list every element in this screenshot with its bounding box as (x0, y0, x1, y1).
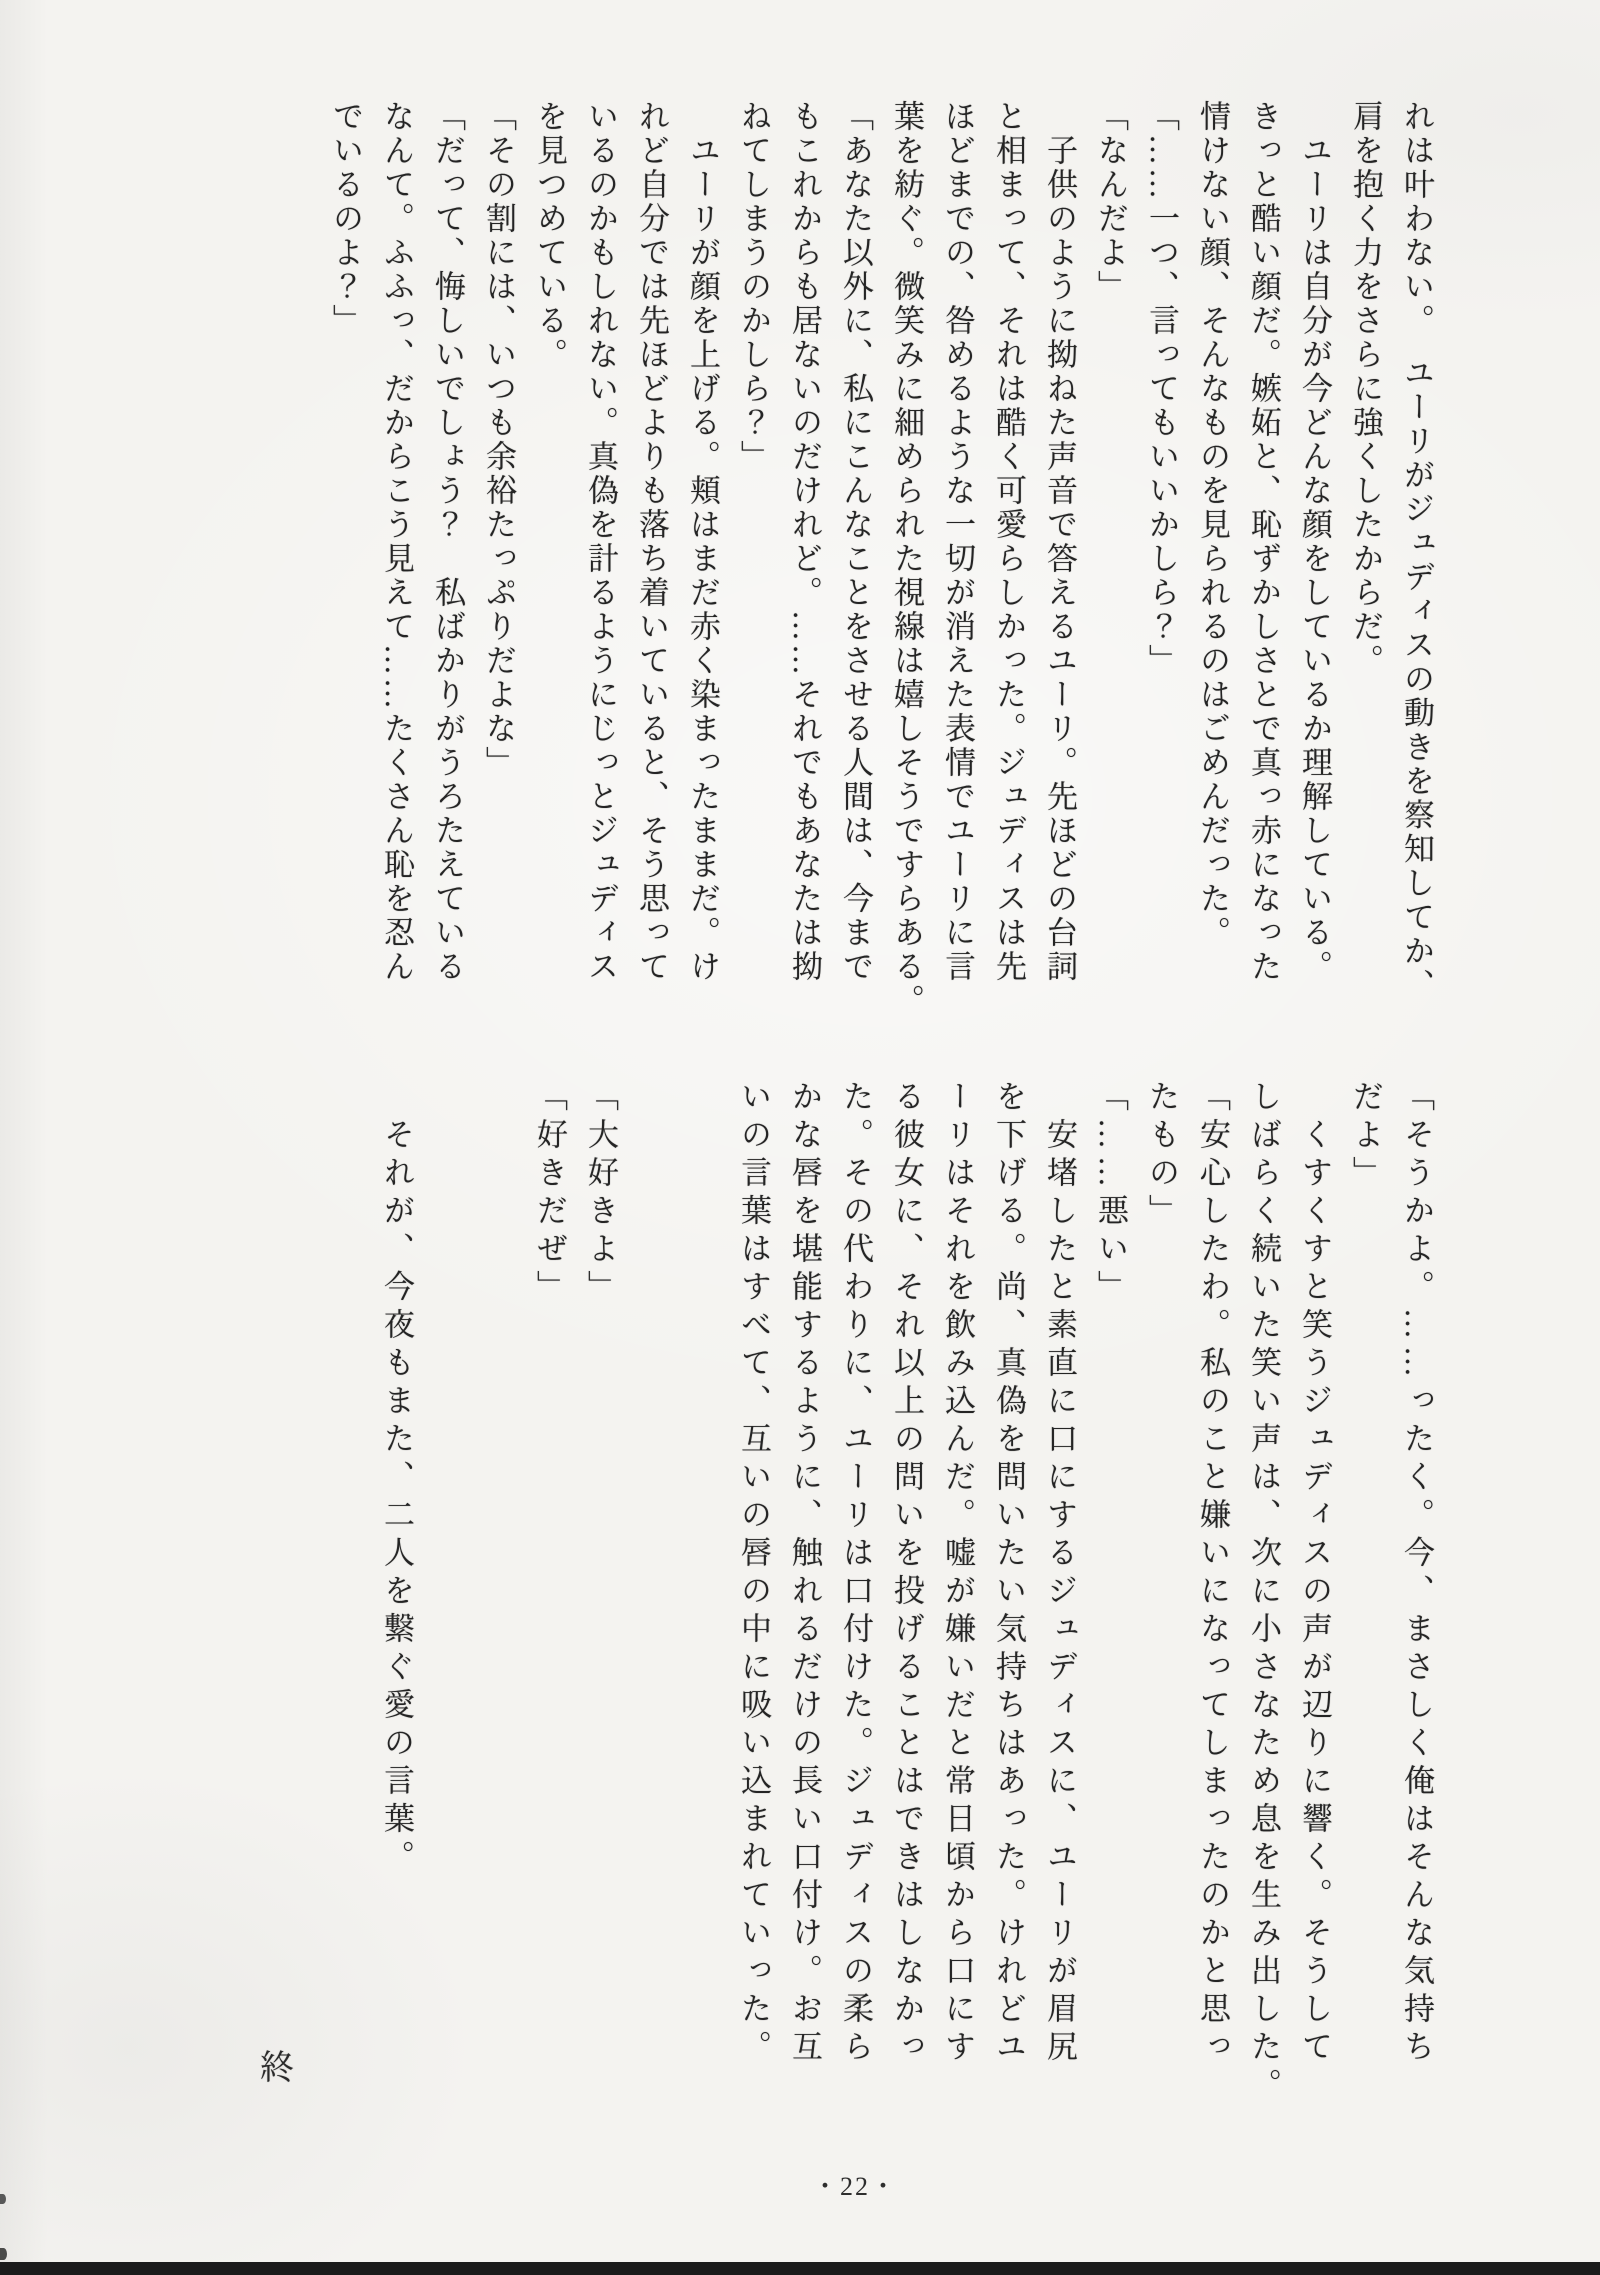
text-line: 情けない顔、そんなものを見られるのはごめんだった。 (1195, 100, 1230, 950)
text-line: ユーリが顔を上げる。頬はまだ赤く染まったままだ。け (685, 100, 720, 984)
text-line: を下げる。尚、真偽を問いたい気持ちはあった。けれどユ (991, 1080, 1026, 2068)
text-line: ーリはそれを飲み込んだ。嘘が嫌いだと常日頃から口にす (940, 1080, 975, 2068)
text-line: だよ」 (1348, 1080, 1383, 1194)
text-line: 「好きだぜ」 (532, 1080, 567, 1308)
text-line (626, 1080, 677, 2110)
text-line (677, 1080, 728, 2110)
scan-speck (0, 2194, 6, 2204)
text-line: 「……悪い」 (1093, 1080, 1128, 1308)
text-line: 「そうかよ。……ったく。今、まさしく俺はそんな気持ち (1399, 1080, 1434, 2068)
text-line: 安堵したと素直に口にするジュディスに、ユーリが眉尻 (1042, 1080, 1077, 2068)
text-line: 「だって、悔しいでしょう？ 私ばかりがうろたえている (430, 100, 465, 984)
text-line: れは叶わない。 ユーリがジュディスの動きを察知してか、 (1399, 100, 1434, 1003)
text-line: たもの」 (1144, 1080, 1179, 1232)
scan-edge-bar (0, 2262, 1600, 2275)
text-line: れど自分では先ほどよりも落ち着いていると、そう思って (634, 100, 669, 984)
page-number: ・22・ (811, 2172, 898, 2201)
text-line (422, 1080, 473, 2110)
text-line: ユーリは自分が今どんな顔をしているか理解している。 (1297, 100, 1332, 984)
text-line: 肩を抱く力をさらに強くしたからだ。 (1348, 100, 1383, 678)
text-line (473, 1080, 524, 2110)
text-line: しばらく続いた笑い声は、次に小さなため息を生み出した。 (1246, 1080, 1281, 2106)
text-line: 「大好きよ」 (583, 1080, 618, 1308)
text-line: 葉を紡ぐ。微笑みに細められた視線は嬉しそうですらある。 (889, 100, 924, 1018)
text-line: 「……一つ、言ってもいいかしら？」 (1144, 100, 1179, 678)
text-line: ほどまでの、咎めるような一切が消えた表情でユーリに言 (940, 100, 975, 984)
upper-text-block (320, 100, 1442, 1090)
text-line: 子供のように拗ねた声音で答えるユーリ。先ほどの台詞 (1042, 100, 1077, 984)
text-line: を見つめている。 (532, 100, 567, 372)
text-line: それが、今夜もまた、二人を繋ぐ愛の言葉。 (379, 1080, 414, 1878)
text-line: もこれからも居ないのだけれど。……それでもあなたは拗 (787, 100, 822, 984)
lower-text-block (371, 1080, 1442, 2110)
text-line: くすくすと笑うジュディスの声が辺りに響く。そうして (1297, 1080, 1332, 2068)
text-line: 「その割には、いつも余裕たっぷりだよな」 (481, 100, 516, 780)
scan-speck (0, 2248, 7, 2260)
text-line: 「あなた以外に、私にこんなことをさせる人間は、今まで (838, 100, 873, 984)
text-line: かな唇を堪能するように、触れるだけの長い口付け。お互 (787, 1080, 822, 2068)
text-line: なんて。ふふっ、だからこう見えて……たくさん恥を忍ん (379, 100, 414, 984)
text-line: る彼女に、それ以上の問いを投げることはできはしなかっ (889, 1080, 924, 2068)
text-line: きっと酷い顔だ。嫉妬と、恥ずかしさとで真っ赤になった (1246, 100, 1281, 984)
text-line: 「安心したわ。私のこと嫌いになってしまったのかと思っ (1195, 1080, 1230, 2068)
text-line: いの言葉はすべて、互いの唇の中に吸い込まれていった。 (736, 1080, 771, 2068)
text-line: と相まって、それは酷く可愛らしかった。ジュディスは先 (991, 100, 1026, 984)
text-line: でいるのよ？」 (328, 100, 363, 338)
text-line: いるのかもしれない。真偽を計るようにじっとジュディス (583, 100, 618, 984)
story-end-mark: 終 (260, 2050, 294, 2087)
text-line: ねてしまうのかしら？」 (736, 100, 771, 474)
text-line: た。その代わりに、ユーリは口付けた。ジュディスの柔ら (838, 1080, 873, 2068)
text-line: 「なんだよ」 (1093, 100, 1128, 304)
